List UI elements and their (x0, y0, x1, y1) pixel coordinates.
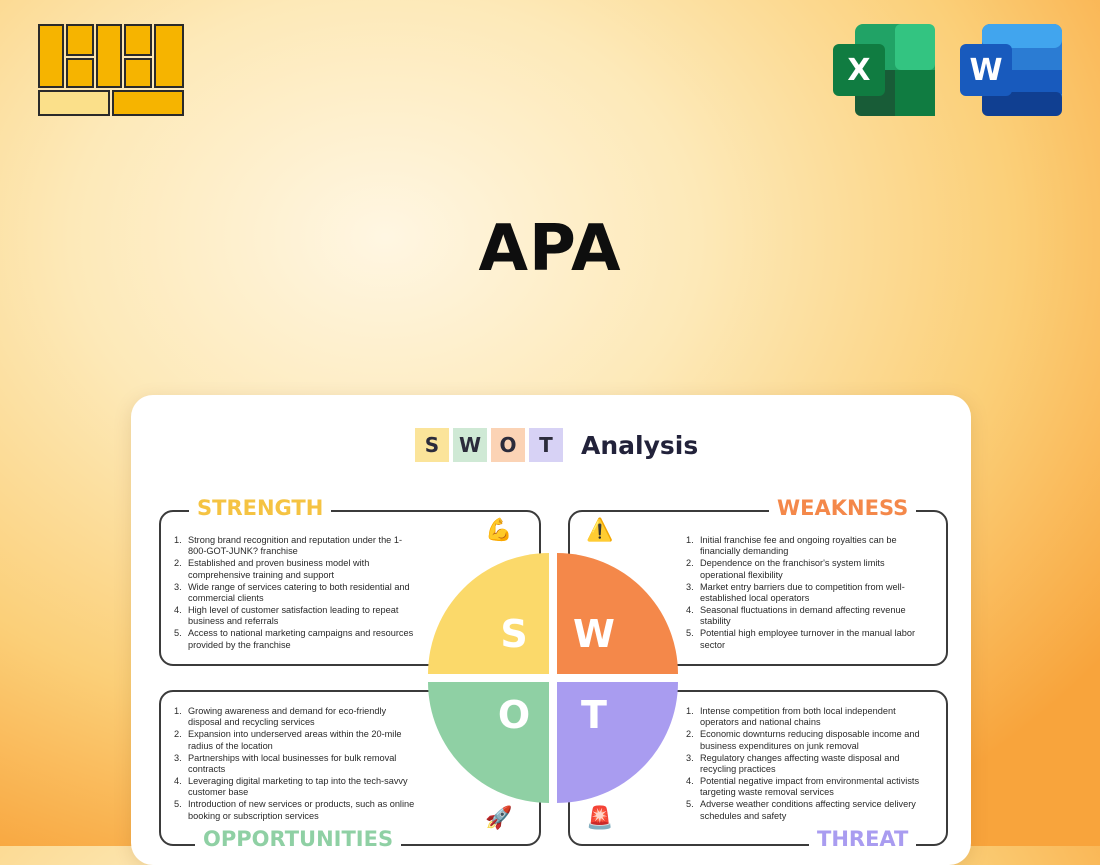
word-icon[interactable] (960, 24, 1062, 116)
list-item: 3. Market entry barriers due to competition from well-established local operators (686, 581, 905, 604)
list-item: 4. Seasonal fluctuations in demand affecting revenue stability (686, 604, 906, 627)
grid-logo-icon (38, 24, 184, 116)
siren-icon: 🚨 (586, 806, 614, 831)
rocket-icon: 🚀 (485, 806, 513, 831)
word-letter: W (969, 53, 1003, 88)
title-tile-t: T (529, 428, 563, 462)
list-item: 5. Introduction of new services or products, such as online booking or subscription services (174, 799, 415, 821)
list-item: 5. Adverse weather conditions affecting service delivery schedules and safety (686, 799, 916, 821)
list-item: 4. High level of customer satisfaction leading to repeat business and referrals (174, 604, 399, 627)
list-item: 4. Leveraging digital marketing to tap into the tech-savvy customer base (174, 775, 408, 798)
list-item: 3. Wide range of services catering to both residential and commercial clients (174, 581, 410, 604)
circle-letter-s: S (500, 612, 528, 656)
list-item: 1. Growing awareness and demand for eco-friendly disposal and recycling services (174, 706, 387, 728)
opportunities-list (174, 706, 419, 823)
list-item: 2. Economic downturns reducing disposable income and business expenditures on junk removal (686, 729, 920, 751)
excel-letter: X (847, 53, 871, 88)
threat-label: THREAT (809, 827, 916, 851)
title-tile-w: W (453, 428, 487, 462)
weakness-list (686, 535, 926, 652)
list-item: 1. Intense competition from both local independent operators and national chains (686, 706, 896, 728)
title-word: Analysis (581, 430, 699, 460)
list-item: 1. Initial franchise fee and ongoing royalties can be financially demanding (686, 535, 897, 557)
weakness-label: WEAKNESS (769, 496, 916, 520)
title-tile-s: S (415, 428, 449, 462)
swot-title (415, 427, 698, 463)
swot-circle-diagram (428, 553, 678, 803)
threat-list (686, 706, 926, 823)
list-item: 3. Regulatory changes affecting waste disposal and recycling practices (686, 752, 900, 775)
swot-card (131, 395, 971, 865)
list-item: 2. Established and proven business model with comprehensive training and support (174, 558, 370, 580)
circle-letter-o: O (497, 693, 531, 737)
list-item: 3. Partnerships with local businesses for bulk removal contracts (174, 752, 397, 775)
circle-letter-t: T (581, 693, 607, 737)
circle-letter-w: W (573, 612, 615, 656)
list-item: 5. Access to national marketing campaigns and resources provided by the franchise (174, 628, 414, 650)
flexed-biceps-icon: 💪 (485, 518, 513, 543)
page-title: APA (478, 212, 622, 286)
quadrant-t (557, 682, 678, 803)
list-item: 5. Potential high employee turnover in the manual labor sector (686, 628, 916, 650)
list-item: 1. Strong brand recognition and reputation under the 1-800-GOT-JUNK? franchise (174, 535, 403, 557)
list-item: 2. Expansion into underserved areas within the 20-mile radius of the location (174, 729, 402, 751)
list-item: 4. Potential negative impact from environmental activists targeting waste removal services (686, 775, 920, 798)
list-item: 2. Dependence on the franchisor's system limits operational flexibility (686, 558, 885, 580)
opportunities-label: OPPORTUNITIES (195, 827, 401, 851)
quadrant-o (428, 682, 549, 803)
title-tile-o: O (491, 428, 525, 462)
strength-label: STRENGTH (189, 496, 331, 520)
strength-list (174, 535, 419, 652)
warning-icon: ⚠️ (586, 518, 614, 543)
quadrant-s (428, 553, 549, 674)
excel-icon[interactable] (833, 24, 935, 116)
